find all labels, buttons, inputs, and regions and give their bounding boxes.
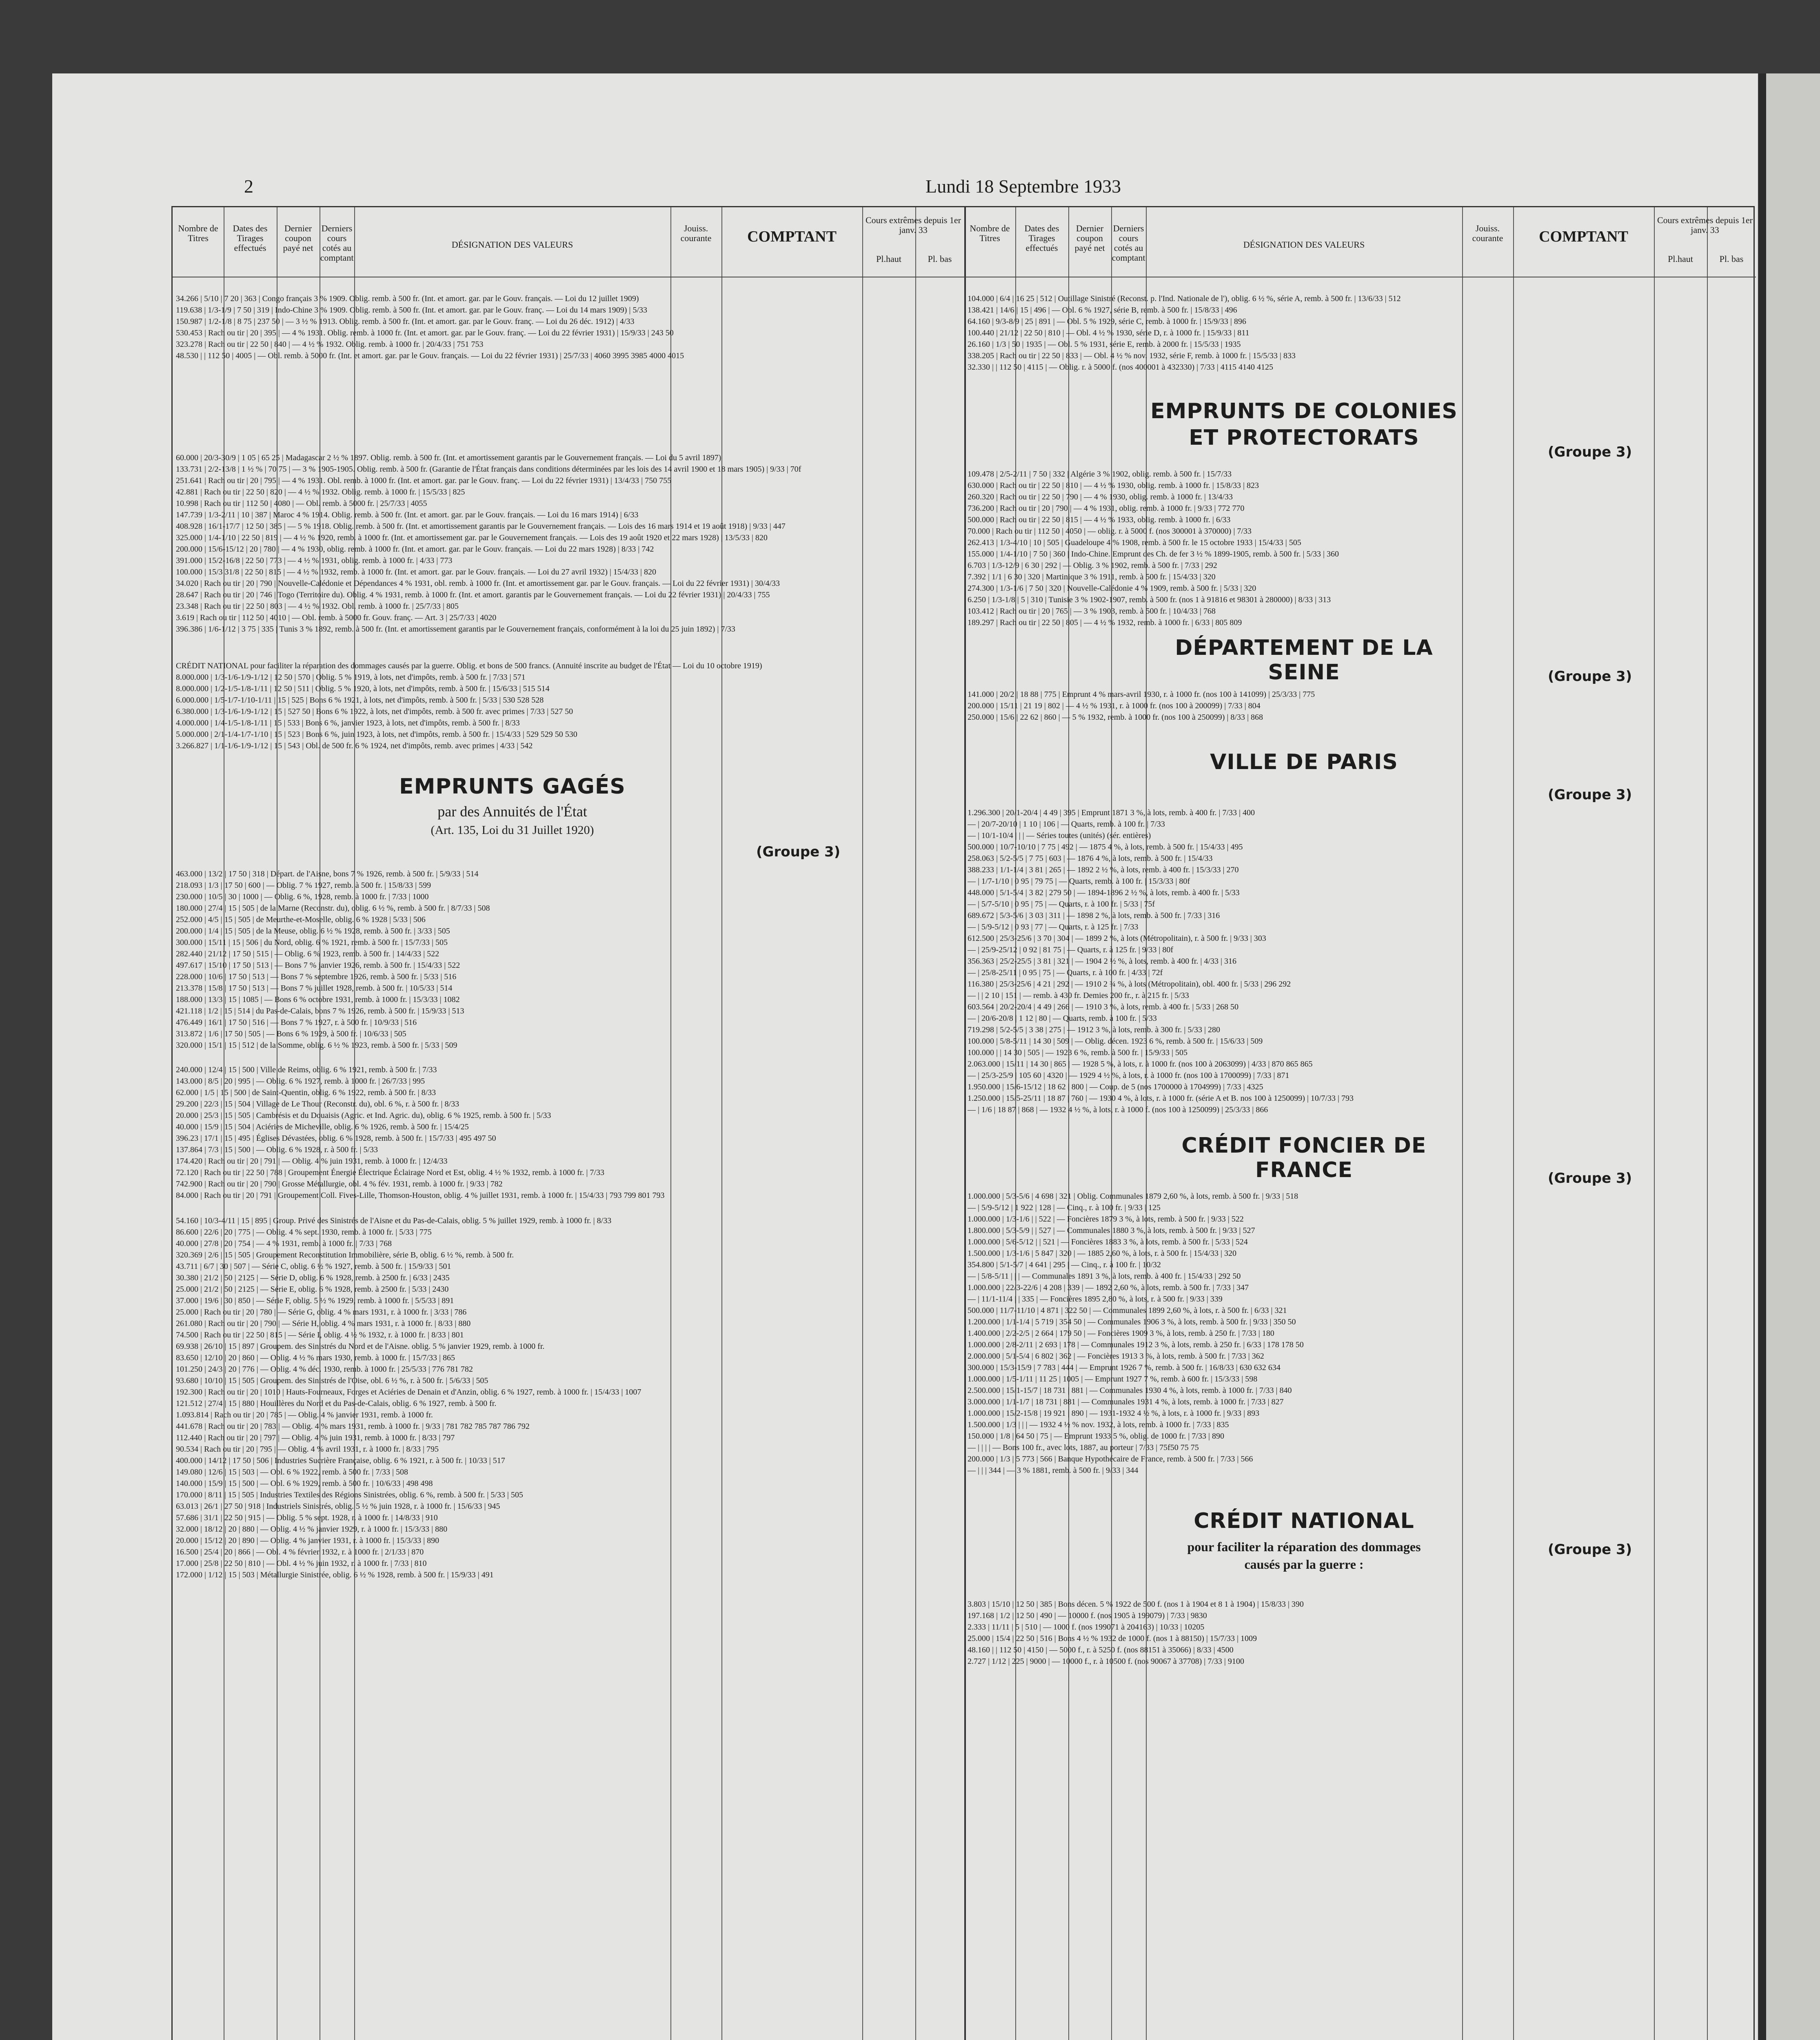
groupe-label: (Groupe 3) — [1548, 1541, 1632, 1558]
table-row: 133.731 | 2/2-13/8 | 1 ½ % | 70 75 | — 3 % 1905-1905. Oblig. remb. à 500 fr. (Garantie de l'État français dans conditions déterminées par les lois des 14 avril 1900 et 18 mars 1905) | 9/33 | 70f — [176, 465, 801, 474]
table-row: 388.233 | 1/1-1/4 | 3 81 | 265 | — 1892 2 ½ %, à lots, remb. à 400 fr. | 15/3/33 | 270 — [968, 865, 1239, 874]
table-row: 62.000 | 1/5 | 15 | 500 | de Saint-Quentin, oblig. 6 % 1922, remb. à 500 fr. | 8/33 — [176, 1088, 436, 1097]
table-row: 150.987 | 1/2-1/8 | 8 75 | 237 50 | — 3 ½ % 1913. Oblig. remb. à 500 fr. (Int. et amort. gar. par le Gouv. franç. — Loi du 26 déc. 1912) | 4/33 — [176, 317, 635, 326]
col-extremes: Cours extrêmes depuis 1er janv. 33 — [866, 215, 961, 235]
table-row: 34.020 | Rach ou tir | 20 | 790 | Nouvelle-Calédonie et Dépendances 4 % 1931, obl. remb. à 1000 fr. (Int. et amortissement gar. par le Gouv. français. — Loi du 22 février 1931) | 30/4/33 — [176, 579, 780, 588]
table-row: 282.440 | 21/12 | 17 50 | 515 | — Oblig. 6 % 1923, remb. à 500 fr. | 14/4/33 | 522 — [176, 949, 439, 958]
col-comptant: COMPTANT — [1539, 228, 1628, 245]
table-row: 1.250.000 | 15/5-25/11 | 18 87 | 760 | — 1930 4 %, à lots, r. à 1000 fr. (série A et B. nos 100 à 1250099) | 10/7/33 | 793 — [968, 1094, 1354, 1103]
table-row: 1.500.000 | 1/3 | | | — 1932 4 ½ % nov. 1932, à lots, remb. à 1000 fr. | 7/33 | 835 — [968, 1420, 1229, 1429]
col-coupon: Dernier coupon payé net — [1074, 223, 1105, 253]
table-row: 6.703 | 1/3-12/9 | 6 30 | 292 | — Oblig. 3 % 1902, remb. à 500 fr. | 7/33 | 292 — [968, 561, 1217, 570]
table-row: 109.478 | 2/5-2/11 | 7 50 | 332 | Algérie 3 % 1902, oblig. remb. à 500 fr. | 15/7/33 — [968, 470, 1232, 479]
table-row: 74.500 | Rach ou tir | 22 50 | 815 | — Série I, oblig. 4 ½ % 1932, r. à 1000 fr. | 8/33 | 801 — [176, 1330, 464, 1339]
table-row: 100.000 | | 14 30 | 505 | — 1923 6 %, remb. à 500 fr. | 15/9/33 | 505 — [968, 1048, 1187, 1057]
table-row: 250.000 | 15/6 | 22 62 | 860 | — 5 % 1932, remb. à 1000 fr. (nos 100 à 250099) | 8/33 | 868 — [968, 713, 1263, 722]
table-row: 8.000.000 | 1/3-1/6-1/9-1/12 | 12 50 | 570 | Oblig. 5 % 1919, à lots, net d'impôts, remb. à 500 fr. | 7/33 | 571 — [176, 673, 526, 682]
table-row: 320.000 | 15/1 | 15 | 512 | de la Somme, oblig. 6 ½ % 1923, remb. à 500 fr. | 5/33 | 509 — [176, 1041, 457, 1050]
table-row: — | 11/1-11/4 | | 335 | — Foncières 1895 2,80 %, à lots, r. à 500 fr. | 9/33 | 339 — [968, 1295, 1223, 1304]
table-row: 30.380 | 21/2 | 50 | 2125 | — Série D, oblig. 6 % 1928, remb. à 2500 fr. | 6/33 | 2435 — [176, 1273, 450, 1282]
table-row: 197.168 | 1/2 | 12 50 | 490 | — 10000 f. (nos 1905 à 199079) | 7/33 | 9830 — [968, 1611, 1207, 1620]
table-row: 500.000 | Rach ou tir | 22 50 | 815 | — 4 ½ % 1933, oblig. remb. à 1000 fr. | 6/33 — [968, 515, 1231, 524]
table-row: 63.013 | 26/1 | 27 50 | 918 | Industriels Sinistrés, oblig. 5 ½ % juin 1928, r. à 1000 fr. | 15/6/33 | 945 — [176, 1502, 500, 1511]
table-row: 32.000 | 18/12 | 20 | 880 | — Oblig. 4 ½ % janvier 1929, r. à 1000 fr. | 15/3/33 | 880 — [176, 1525, 448, 1534]
table-row: 261.080 | Rach ou tir | 20 | 790 | — Série H, oblig. 4 % mars 1931, r. à 1000 fr. | 8/33 | 880 — [176, 1319, 471, 1328]
left-rows-top — [176, 293, 959, 361]
page-date: Lundi 18 Septembre 1933 — [926, 176, 1121, 197]
table-row: 320.369 | 2/6 | 15 | 505 | Groupement Reconstitution Immobilière, série B, oblig. 6 ½ %, remb. à 500 fr. — [176, 1251, 514, 1259]
col-cours: Derniers cours cotés au comptant — [1112, 223, 1145, 263]
table-row: 240.000 | 12/4 | 15 | 500 | Ville de Reims, oblig. 6 % 1921, remb. à 500 fr. | 7/33 — [176, 1065, 437, 1074]
left-rows-colonies — [176, 452, 959, 635]
table-row: 121.512 | 27/4 | 15 | 880 | Houillères du Nord et du Pas-de-Calais, oblig. 6 % 1927, remb. à 500 fr. — [176, 1399, 497, 1408]
table-row: 2.500.000 | 15/1-15/7 | 18 731 | 881 | — Communales 1930 4 %, à lots, remb. à 1000 fr. | 7/33 | 840 — [968, 1386, 1292, 1395]
emprunts-gages-heading — [354, 774, 670, 864]
table-row: 1.000.000 | 5/6-5/12 | | 521 | — Foncières 1883 3 %, à lots, remb. à 500 fr. | 5/33 | 524 — [968, 1237, 1248, 1246]
table-row: 300.000 | 15/11 | 15 | 506 | du Nord, oblig. 6 % 1921, remb. à 500 fr. | 15/7/33 | 505 — [176, 938, 448, 947]
table-row: 180.000 | 27/4 | 15 | 505 | de la Marne (Reconstr. du), oblig. 6 ½ %, remb. à 500 fr. | 8/7/33 | 508 — [176, 904, 490, 913]
table-row: 29.200 | 22/3 | 15 | 504 | Village de Le Thour (Reconstr. du), obl. 6 %, r. à 500 fr. | 8/33 — [176, 1100, 459, 1109]
table-row: — | 20/6-20/8 | 1 12 | 80 | — Quarts, remb. à 100 fr. | 5/33 — [968, 1014, 1157, 1023]
col-designation: DÉSIGNATION DES VALEURS — [451, 239, 573, 250]
table-row: 200.000 | 15/11 | 21 19 | 802 | — 4 ½ % 1931, r. à 1000 fr. (nos 100 à 200099) | 7/33 | 804 — [968, 701, 1261, 710]
table-row: 104.000 | 6/4 | 16 25 | 512 | Outillage Sinistré (Reconst. p. l'Ind. Nationale de l'), oblig. 6 ½ %, série A, remb. à 500 fr. | 13/6/33 | 512 — [968, 294, 1401, 303]
table-row: 116.380 | 25/3-25/6 | 4 21 | 292 | — 1910 2 ¾ %, à lots (Métropolitain), obl. 400 fr. | 5/33 | 296 292 — [968, 980, 1291, 989]
table-row: 20.000 | 25/3 | 15 | 505 | Cambrésis et du Douaisis (Agric. et Ind. Agric. du), oblig. 6 % 1925, remb. à 500 fr. | 5/33 — [176, 1111, 551, 1120]
table-row: — | 1/7-1/10 | 0 95 | 79 75 | — Quarts, remb. à 100 fr. | 15/3/33 | 80f — [968, 877, 1190, 886]
table-row: 500.000 | 10/7-10/10 | 7 75 | 492 | — 1875 4 %, à lots, remb. à 500 fr. | 15/4/33 | 495 — [968, 843, 1243, 851]
table-row: 500.000 | 11/7-11/10 | 4 871 | 322 50 | — Communales 1899 2,60 %, à lots, r. à 500 fr. | 6/33 | 321 — [968, 1306, 1287, 1315]
table-row: 1.800.000 | 5/3-5/9 | | 527 | — Communales 1880 3 %, à lots, remb. à 500 fr. | 9/33 | 527 — [968, 1226, 1255, 1235]
table-row: 612.500 | 25/3-25/6 | 3 70 | 304 | — 1899 2 %, à lots (Métropolitain), r. à 500 fr. | 9/33 | 303 — [968, 934, 1266, 943]
table-row: 736.200 | Rach ou tir | 20 | 790 | — 4 % 1931, oblig. remb. à 1000 fr. | 9/33 | 772 770 — [968, 504, 1245, 513]
col-pl-bas: Pl. bas — [928, 254, 952, 264]
table-row: 141.000 | 20/2 | 18 88 | 775 | Emprunt 4 % mars-avril 1930, r. à 1000 fr. (nos 100 à 141099) | 25/3/33 | 775 — [968, 690, 1315, 699]
table-row: 3.000.000 | 1/1-1/7 | 18 731 | 881 | — Communales 1931 4 %, à lots, remb. à 1000 fr. | 7/33 | 827 — [968, 1397, 1284, 1406]
table-row: — | 5/9-5/12 | 0 93 | 77 | — Quarts, r. à 125 fr. | 7/33 — [968, 922, 1139, 931]
table-row: — | 1/6 | 18 87 | 868 | — 1932 4 ½ %, à lots, r. à 1000 f. (nos 100 à 1250099) | 25/3/33 | 866 — [968, 1105, 1268, 1114]
table-row: 689.672 | 5/3-5/6 | 3 03 | 311 | — 1898 2 %, à lots, remb. à 500 fr. | 7/33 | 316 — [968, 911, 1220, 920]
paris-heading — [1146, 750, 1462, 778]
right-rows-colonies — [968, 468, 1751, 628]
table-row: 8.000.000 | 1/2-1/5-1/8-1/11 | 12 50 | 511 | Oblig. 5 % 1920, à lots, net d'impôts, remb. à 500 fr. | 15/6/33 | 515 514 — [176, 684, 550, 693]
col-pl-haut: Pl.haut — [876, 254, 901, 264]
table-row: 4.000.000 | 1/4-1/5-1/8-1/11 | 15 | 533 | Bons 6 %, janvier 1923, à lots, net d'impôts, remb. à 500 fr. | 8/33 — [176, 718, 520, 727]
table-row: — | 5/9-5/12 | 1 922 | 128 | — Cinq., r. à 100 fr. | 9/33 | 125 — [968, 1203, 1161, 1212]
table-row: 356.363 | 25/2-25/5 | 3 81 | 321 | — 1904 2 ½ %, à lots, remb. à 400 fr. | 4/33 | 316 — [968, 957, 1236, 966]
col-jouiss: Jouiss. courante — [1472, 223, 1503, 243]
adjacent-page-edge — [1759, 73, 1820, 2040]
table-row: 421.118 | 1/2 | 15 | 514 | du Pas-de-Calais, bons 7 % 1926, remb. à 500 fr. | 15/9/33 | 513 — [176, 1007, 464, 1016]
section-title: EMPRUNTS DE COLONIES — [1150, 399, 1458, 424]
section-subtitle: causés par la guerre : — [1244, 1557, 1364, 1572]
left-rows-gages — [176, 868, 959, 1051]
page-number: 2 — [244, 176, 253, 197]
table-row: 274.300 | 1/3-1/6 | 7 50 | 320 | Nouvelle-Calédonie 4 % 1909, remb. à 500 fr. | 5/33 | 320 — [968, 584, 1256, 593]
table-row: 174.420 | Rach ou tir | 20 | 791 | — Oblig. 4 % juin 1931, remb. à 1000 fr. | 12/4/33 — [176, 1157, 448, 1166]
credit-national-heading — [1146, 1509, 1462, 1590]
table-row: 1.000.000 | 1/5-1/11 | 11 25 | 1005 | — Emprunt 1927 7 %, remb. à 600 fr. | 15/3/33 | 598 — [968, 1375, 1258, 1384]
col-pl-haut: Pl.haut — [1668, 254, 1693, 264]
table-row: 83.650 | 12/10 | 20 | 860 | — Oblig. 4 ½ % mars 1930, remb. à 1000 fr. | 15/7/33 | 865 — [176, 1353, 455, 1362]
table-row: 325.000 | 1/4-1/10 | 22 50 | 819 | — 4 ½ % 1920, remb. à 1000 fr. (Int. et amortissement gar. par le Gouvernement français. — Lois des 19 août 1920 et 22 mars 1928) | 13/5/33 | 820 — [176, 533, 768, 542]
table-row: 300.000 | 15/3-15/9 | 7 783 | 444 | — Emprunt 1926 7 %, remb. à 500 fr. | 16/8/33 | 630 632 634 — [968, 1363, 1281, 1372]
table-row: 70.000 | Rach ou tir | 112 50 | 4050 | — oblig. r. à 5000 f. (nos 300001 à 370000) | 7/33 — [968, 527, 1252, 536]
table-row: — | 25/9-25/12 | 0 92 | 81 75 | — Quarts, r. à 125 fr. | 9/33 | 80f — [968, 945, 1173, 954]
table-row: 48.160 | | 112 50 | 4150 | — 5000 f., r. à 5250 f. (nos 88151 à 35066) | 8/33 | 4500 — [968, 1645, 1234, 1654]
table-row: 742.900 | Rach ou tir | 20 | 790 | Grosse Métallurgie, obl. 4 % fév. 1931, remb. à 1000 fr. | 9/33 | 782 — [176, 1180, 503, 1189]
table-row: 188.000 | 13/3 | 15 | 1085 | — Bons 6 % octobre 1931, remb. à 1000 fr. | 15/3/33 | 1082 — [176, 995, 460, 1004]
table-row: 147.739 | 1/3-2/11 | 10 | 387 | Maroc 4 % 1914. Oblig. remb. à 500 fr. (Int. et amort. gar. par le Gouv. français. — Loi du 16 mars 1914) | 6/33 — [176, 510, 639, 519]
table-row: 1.000.000 | 15/2-15/8 | 19 921 | 890 | — 1931-1932 4 ½ %, à lots, r. à 1000 fr. | 9/33 | 893 — [968, 1409, 1260, 1418]
table-row: 441.678 | Rach ou tir | 20 | 783 | — Oblig. 4 % mars 1931, remb. à 1000 fr. | 9/33 | 781 782 785 787 786 792 — [176, 1422, 530, 1431]
col-nombre: Nombre de Titres — [178, 223, 218, 243]
table-row: 25.000 | 21/2 | 50 | 2125 | — Série E, oblig. 6 % 1928, remb. à 2500 fr. | 5/33 | 2430 — [176, 1285, 449, 1294]
table-row: 170.000 | 8/11 | 15 | 505 | Industries Textiles des Régions Sinistrées, oblig. 6 %, remb. à 500 fr. | 5/33 | 505 — [176, 1490, 523, 1499]
table-row: 57.686 | 31/1 | 22 50 | 915 | — Oblig. 5 % sept. 1928, r. à 1000 fr. | 14/8/33 | 910 — [176, 1513, 438, 1522]
stock-listing-table — [171, 206, 1755, 2040]
table-row: 258.063 | 5/2-5/5 | 7 75 | 603 | — 1876 4 %, à lots, remb. à 500 fr. | 15/4/33 — [968, 854, 1213, 863]
table-row: 189.297 | Rach ou tir | 22 50 | 805 | — 4 ½ % 1932, remb. à 1000 fr. | 6/33 | 805 809 — [968, 618, 1242, 627]
table-row: 2.333 | 11/11 | 5 | 510 | — 1000 f. (nos 199071 à 204163) | 10/33 | 10205 — [968, 1623, 1205, 1632]
table-row: 48.530 | | 112 50 | 4005 | — Obl. remb. à 5000 fr. (Int. et amort. gar. par le Gouv. français. — Loi du 22 février 1931) | 25/7/33 | 4060 3995 3985 4000 4015 — [176, 351, 684, 360]
section-law: (Art. 135, Loi du 31 Juillet 1920) — [431, 823, 594, 837]
table-row: 1.000.000 | 22/3-22/6 | 4 208 | 339 | — 1892 2,60 %, à lots, remb. à 500 fr. | 7/33 | 347 — [968, 1283, 1249, 1292]
foncier-heading — [1146, 1133, 1462, 1182]
table-row: 3.619 | Rach ou tir | 112 50 | 4010 | — Obl. remb. à 5000 fr. Gouv. franç. — Art. 3 | 25/7/33 | 4020 — [176, 613, 497, 622]
table-row: 69.938 | 26/10 | 15 | 897 | Groupem. des Sinistrés du Nord et de l'Aisne. oblig. 5 % janvier 1929, remb. à 1000 fr. — [176, 1342, 545, 1351]
col-coupon: Dernier coupon payé net — [283, 223, 313, 253]
table-row: 54.160 | 10/3-4/11 | 15 | 895 | Group. Privé des Sinistrés de l'Aisne et du Pas-de-Calais, oblig. 5 % juillet 1929, remb. à 1000 fr. | 8/33 — [176, 1216, 612, 1225]
col-cours: Derniers cours cotés au comptant — [320, 223, 354, 263]
table-row: 354.800 | 5/1-5/7 | 4 641 | 295 | — Cinq., r. à 100 fr. | 10/32 — [968, 1260, 1161, 1269]
left-rows-villes — [176, 1064, 959, 1201]
section-title: EMPRUNTS GAGÉS — [399, 774, 626, 799]
col-pl-bas: Pl. bas — [1719, 254, 1744, 264]
table-row: 100.000 | 15/3 31/8 | 22 50 | 815 | — 4 ½ % 1932, remb. à 1000 fr. (Int. et amort. gar. par le Gouv. français. — Loi du 27 avril 1932) | 15/4/33 | 820 — [176, 568, 656, 577]
table-row: 400.000 | 14/12 | 17 50 | 506 | Industries Sucrière Française, oblig. 6 % 1921, r. à 500 fr. | 10/33 | 517 — [176, 1456, 505, 1465]
table-row: 119.638 | 1/3-1/9 | 7 50 | 319 | Indo-Chine 3 % 1909. Oblig. remb. à 500 fr. (Int. et amort. gar. par le Gouv. franç. — Loi du 14 mars 1909) | 5/33 — [176, 306, 647, 315]
table-row: 37.000 | 19/6 | 30 | 850 | — Série F, oblig. 5 ½ % 1929, remb. à 1000 fr. | 5/5/33 | 891 — [176, 1296, 454, 1305]
table-row: 228.000 | 10/6 | 17 50 | 513 | — Bons 7 % septembre 1926, remb. à 500 fr. | 5/33 | 516 — [176, 972, 457, 981]
table-row: 28.647 | Rach ou tir | 20 | 746 | Togo (Territoire du). Oblig. 4 % 1931, remb. à 1000 fr. (Int. et amort. garantis par le Gouvernement français. — Loi du 22 février 1931) | 20/4/33 | 755 — [176, 590, 770, 599]
table-row: — | 20/7-20/10 | 1 10 | 106 | — Quarts, remb. à 100 fr. | 7/33 — [968, 820, 1165, 829]
table-row: 497.617 | 15/10 | 17 50 | 513 | — Bons 7 % janvier 1926, remb. à 500 fr. | 15/4/33 | 522 — [176, 961, 460, 970]
table-row: 218.093 | 1/3 | 17 50 | 600 | — Oblig. 7 % 1927, remb. à 500 fr. | 15/8/33 | 599 — [176, 881, 431, 890]
table-row: 338.205 | Rach ou tir | 22 50 | 833 | — Obl. 4 ½ % nov. 1932, série F, remb. à 1000 fr. | 15/5/33 | 833 — [968, 351, 1296, 360]
table-row: 1.093.814 | Rach ou tir | 20 | 785 | — Oblig. 4 % janvier 1931, remb. à 1000 fr. — [176, 1410, 433, 1419]
right-rows-credit-national — [968, 1599, 1751, 1667]
table-row: 101.250 | 24/3 | 20 | 776 | — Oblig. 4 % déc. 1930, remb. à 1000 fr. | 25/5/33 | 776 781 782 — [176, 1365, 473, 1374]
right-rows-top — [968, 293, 1751, 373]
table-row: 323.278 | Rach ou tir | 22 50 | 840 | — 4 ½ % 1932. Oblig. remb. à 1000 fr. | 20/4/33 | 751 753 — [176, 340, 484, 349]
table-row: 192.300 | Rach ou tir | 20 | 1010 | Hauts-Fourneaux, Forges et Aciéries de Denain et d'Anzin, oblig. 6 % 1927, remb. à 1000 fr. | 15/4/33 | 1007 — [176, 1388, 641, 1397]
table-row: 3.803 | 15/10 | 12 50 | 385 | Bons décen. 5 % 1922 de 500 f. (nos 1 à 1904 et 8 1 à 1904) | 15/8/33 | 390 — [968, 1600, 1304, 1609]
table-row: 6.000.000 | 1/5-1/7-1/10-1/11 | 15 | 525 | Bons 6 % 1921, à lots, net d'impôts, remb. à 500 fr. | 5/33 | 530 528 528 — [176, 696, 544, 705]
col-dates: Dates des Tirages effectués — [1024, 223, 1059, 253]
table-row: 719.298 | 5/2-5/5 | 3 38 | 275 | — 1912 3 %, à lots, remb. à 300 fr. | 5/33 | 280 — [968, 1025, 1220, 1034]
table-row: — | 5/7-5/10 | 0 95 | 75 | — Quarts, r. à 100 fr. | 5/33 | 75f — [968, 900, 1155, 909]
table-row: — | 10/1-10/4 | | | — Séries toutes (unités) (sér. entières) — [968, 831, 1151, 840]
table-row: 1.950.000 | 15/6-15/12 | 18 62 | 800 | — Coup. de 5 (nos 1700000 à 1704999) | 7/33 | 4325 — [968, 1082, 1263, 1091]
table-row: 2.063.000 | 15/11 | 14 30 | 865 | — 1928 5 %, à lots, r. à 1000 fr. (nos 100 à 2063099) | 4/33 | 870 865 865 — [968, 1060, 1313, 1069]
table-row: 143.000 | 8/5 | 20 | 995 | — Oblig. 6 % 1927, remb. à 1000 fr. | 26/7/33 | 995 — [176, 1077, 425, 1086]
table-row: 630.000 | Rach ou tir | 22 50 | 810 | — 4 ½ % 1930, oblig. remb. à 1000 fr. | 15/8/33 | 823 — [968, 481, 1259, 490]
groupe-label: (Groupe 3) — [1548, 444, 1632, 460]
table-row: 1.000.000 | 2/8-2/11 | 2 693 | 178 | — Communales 1912 3 %, à lots, remb. à 250 fr. | 6/33 | 178 178 50 — [968, 1340, 1304, 1349]
table-row: 230.000 | 10/5 | 30 | 1000 | — Oblig. 6 %, 1928, remb. à 1000 fr. | 7/33 | 1000 — [176, 892, 429, 901]
col-designation: DÉSIGNATION DES VALEURS — [1243, 239, 1365, 250]
table-row: 3.266.827 | 1/1-1/6-1/9-1/12 | 15 | 543 | Obl. de 500 fr. 6 % 1924, net d'impôts, remb. avec primes | 4/33 | 542 — [176, 741, 533, 750]
table-row: 25.000 | 15/4 | 22 50 | 516 | Bons 4 ½ % 1932 de 1000 f. (nos 1 à 88150) | 15/7/33 | 1009 — [968, 1634, 1257, 1643]
table-row: 16.500 | 25/4 | 20 | 866 | — Obl. 4 % février 1932, r. à 1000 fr. | 2/1/33 | 870 — [176, 1548, 424, 1557]
table-row: 463.000 | 13/2 | 17 50 | 318 | Départ. de l'Aisne, bons 7 % 1926, remb. à 500 fr. | 5/9/33 | 514 — [176, 869, 479, 878]
table-row: 150.000 | 1/8 | 64 50 | 75 | — Emprunt 1933 5 %, oblig. de 1000 fr. | 7/33 | 890 — [968, 1432, 1224, 1441]
groupe-label: (Groupe 3) — [1548, 1170, 1632, 1186]
table-row: 100.000 | 5/8-5/11 | 14 30 | 509 | — Oblig. décen. 1923 6 %, remb. à 500 fr. | 15/6/33 | 509 — [968, 1037, 1263, 1046]
table-row: 64.160 | 9/3-8/9 | 25 | 891 | — Obl. 5 % 1929, série C, remb. à 1000 fr. | 15/9/33 | 896 — [968, 317, 1246, 326]
table-row: 260.320 | Rach ou tir | 22 50 | 790 | — 4 % 1930, oblig. remb. à 1000 fr. | 13/4/33 — [968, 492, 1233, 501]
table-row: 396.386 | 1/6-1/12 | 3 75 | 335 | Tunis 3 % 1892, remb. à 500 fr. (Int. et amortissement garantis par le Gouvernement français, conformément à la loi du 25 juin 1892) | 7/33 — [176, 625, 735, 634]
table-row: 391.000 | 15/2-16/8 | 22 50 | 773 | — 4 ½ % 1931, oblig. remb. à 1000 fr. | 4/33 | 773 — [176, 556, 453, 565]
table-row: 7.392 | 1/1 | 6 30 | 320 | Martinique 3 % 1911, remb. à 500 fr. | 15/4/33 | 320 — [968, 572, 1216, 581]
table-row: 112.440 | Rach ou tir | 20 | 797 | — Oblig. 4 % juin 1931, remb. à 1000 fr. | 8/33 | 797 — [176, 1433, 455, 1442]
col-comptant: COMPTANT — [747, 228, 837, 245]
right-column-block — [964, 207, 1756, 2040]
newspaper-page — [52, 73, 1758, 2040]
table-row: 262.413 | 1/3-4/10 | 10 | 505 | Guadeloupe 4 % 1908, remb. à 500 fr. le 15 octobre 1933 | 15/4/33 | 505 — [968, 538, 1301, 547]
table-row: 603.564 | 20/2-20/4 | 4 49 | 266 | — 1910 3 %, à lots, remb. à 400 fr. | 5/33 | 268 50 — [968, 1002, 1238, 1011]
table-row: — | | | | — Bons 100 fr., avec lots, 1887, au porteur | 7/33 | 75f50 75 75 — [968, 1443, 1199, 1452]
table-row: 86.600 | 22/6 | 20 | 775 | — Oblig. 4 % sept. 1930, remb. à 1000 fr. | 5/33 | 775 — [176, 1228, 432, 1237]
table-row: — | | 2 10 | 151 | — remb. à 430 fr. Demies 200 fr., r. à 215 fr. | 5/33 — [968, 991, 1189, 1000]
table-row: 1.000.000 | 1/3-1/6 | | 522 | — Foncières 1879 3 %, à lots, remb. à 500 fr. | 9/33 | 522 — [968, 1215, 1244, 1224]
table-row: 251.641 | Rach ou tir | 20 | 795 | — 4 % 1931. Obl. remb. à 1000 fr. (Int. et amort. gar. par le Gouv. franç. — Loi du 22 février 1931) | 13/4/33 | 750 755 — [176, 476, 672, 485]
table-row: — | | | 344 | — 3 % 1881, remb. à 500 fr. | 9/33 | 344 — [968, 1466, 1139, 1475]
table-row: 200.000 | 1/3 | 5 773 | 566 | Banque Hypothécaire de France, remb. à 500 fr. | 7/33 | 566 — [968, 1455, 1253, 1463]
section-title: ET PROTECTORATS — [1189, 426, 1419, 450]
table-row: 137.864 | 7/3 | 15 | 500 | — Oblig. 6 % 1928, r. à 500 fr. | 5/33 — [176, 1145, 378, 1154]
table-row: 26.160 | 1/3 | 50 | 1935 | — Obl. 5 % 1931, série E, remb. à 2000 fr. | 15/5/33 | 1935 — [968, 340, 1241, 349]
col-jouiss: Jouiss. courante — [680, 223, 712, 243]
col-dates: Dates des Tirages effectués — [233, 223, 268, 253]
left-rows-groupements — [176, 1215, 959, 1581]
groupe-label: (Groupe 3) — [756, 844, 841, 860]
table-row: 6.250 | 1/3-1/8 | 5 | 310 | Tunisie 3 % 1902-1907, remb. à 500 fr. (nos 1 à 91816 et 98301 à 280000) | 8/33 | 313 — [968, 595, 1331, 604]
table-row: 200.000 | 15/6-15/12 | 20 | 780 | — 4 % 1930, oblig. remb. à 1000 fr. (Int. et amort. gar. par le Gouv. français. — Loi du 22 mars 1928) | 8/33 | 742 — [176, 545, 654, 554]
table-row: 23.348 | Rach ou tir | 22 50 | 803 | — 4 ½ % 1932. Obl. remb. à 1000 fr. | 25/7/33 | 805 — [176, 602, 459, 611]
table-row: 1.500.000 | 1/3-1/6 | 5 847 | 320 | — 1885 2,60 %, à lots, r. à 500 fr. | 15/4/33 | 320 — [968, 1249, 1236, 1258]
table-row: 313.872 | 1/6 | 17 50 | 505 | — Bons 6 % 1929, à 500 fr. | 10/6/33 | 505 — [176, 1029, 406, 1038]
table-row: 20.000 | 15/12 | 20 | 890 | — Oblig. 4 % janvier 1931, r. à 1000 fr. | 15/3/33 | 890 — [176, 1536, 439, 1545]
right-rows-paris — [968, 807, 1751, 1115]
table-row: 149.080 | 12/6 | 15 | 503 | — Obl. 6 % 1922, remb. à 500 fr. | 7/33 | 508 — [176, 1468, 408, 1477]
table-row: 138.421 | 14/6 | 15 | 496 | — Obl. 6 % 1927, série B, remb. à 500 fr. | 15/8/33 | 496 — [968, 306, 1237, 315]
table-row: 1.400.000 | 2/2-2/5 | 2 664 | 179 50 | — Foncières 1909 3 %, à lots, remb. à 250 fr. | 7/33 | 180 — [968, 1329, 1274, 1338]
table-row: 32.330 | | 112 50 | 4115 | — Oblig. r. à 5000 f. (nos 400001 à 432330) | 7/33 | 4115 4140 4125 — [968, 363, 1273, 372]
table-row: — | 25/8-25/11 | 0 95 | 75 | — Quarts, r. à 100 fr. | 4/33 | 72f — [968, 968, 1163, 977]
table-row: 103.412 | Rach ou tir | 20 | 765 | — 3 % 1903, remb. à 500 fr. | 10/4/33 | 768 — [968, 607, 1216, 616]
left-column-block — [173, 207, 966, 2040]
table-row: 34.266 | 5/10 | 7 20 | 363 | Congo français 3 % 1909. Oblig. remb. à 500 fr. (Int. et amort. gar. par le Gouv. français. — Loi du 12 juillet 1909) — [176, 294, 639, 303]
table-row: 1.296.300 | 20/1-20/4 | 4 49 | 395 | Emprunt 1871 3 %, à lots, remb. à 400 fr. | 7/33 | 400 — [968, 808, 1255, 817]
groupe-label: (Groupe 3) — [1548, 787, 1632, 803]
table-row: 213.378 | 15/8 | 17 50 | 513 | — Bons 7 % juillet 1928, remb. à 500 fr. | 10/5/33 | 514 — [176, 984, 453, 993]
table-row: 6.380.000 | 1/3-1/6-1/9-1/12 | 15 | 527 50 | Bons 6 % 1922, à lots, net d'impôts, remb. à 500 fr. avec primes | 7/33 | 527 50 — [176, 707, 573, 716]
table-row: 155.000 | 1/4-1/10 | 7 50 | 360 | Indo-Chine. Emprunt des Ch. de fer 3 ½ % 1899-1905, remb. à 500 fr. | 5/33 | 360 — [968, 550, 1339, 559]
section-title: DÉPARTEMENT DE LA SEINE — [1175, 636, 1433, 685]
table-row: 448.000 | 5/1-5/4 | 3 82 | 279 50 | — 1894-1896 2 ½ %, à lots, remb. à 400 fr. | 5/33 — [968, 888, 1240, 897]
right-rows-seine — [968, 689, 1751, 723]
section-title: VILLE DE PARIS — [1210, 750, 1398, 774]
table-row: 10.998 | Rach ou tir | 112 50 | 4080 | — Obl. remb. à 5000 fr. | 25/7/33 | 4055 — [176, 499, 427, 508]
table-row: 1.000.000 | 5/3-5/6 | 4 698 | 321 | Oblig. Communales 1879 2,60 %, à lots, remb. à 500 fr. | 9/33 | 518 — [968, 1192, 1298, 1201]
table-row: 172.000 | 1/12 | 15 | 503 | Métallurgie Sinistrée, oblig. 6 ½ % 1928, remb. à 500 fr. | 15/9/33 | 491 — [176, 1570, 494, 1579]
colonies-heading — [1146, 399, 1462, 456]
seine-heading — [1146, 636, 1462, 685]
table-row: 476.449 | 16/1 | 17 50 | 516 | — Bons 7 % 1927, r. à 500 fr. | 10/9/33 | 516 — [176, 1018, 417, 1027]
left-rows-credit-national — [176, 660, 959, 752]
col-nombre: Nombre de Titres — [970, 223, 1010, 243]
table-row: 17.000 | 25/8 | 22 50 | 810 | — Obl. 4 ½ % juin 1932, r. à 1000 fr. | 7/33 | 810 — [176, 1559, 427, 1568]
table-row: 100.440 | 21/12 | 22 50 | 810 | — Obl. 4 ½ % 1930, série D, r. à 1000 fr. | 15/9/33 | 811 — [968, 328, 1250, 337]
table-row: — | 5/8-5/11 | | | — Communales 1891 3 %, à lots, remb. à 400 fr. | 15/4/33 | 292 50 — [968, 1272, 1241, 1281]
table-row: 1.200.000 | 1/1-1/4 | 5 719 | 354 50 | — Communales 1906 3 %, à lots, remb. à 500 fr. | 9/33 | 350 50 — [968, 1317, 1296, 1326]
section-title: CRÉDIT NATIONAL — [1194, 1509, 1414, 1533]
table-row: — | 25/3-25/9 | 105 60 | 4320 | — 1929 4 ½ %, à lots, r. à 1000 fr. (nos 100 à 1700099) | 7/33 | 871 — [968, 1071, 1290, 1080]
table-row: 60.000 | 20/3-30/9 | 1 05 | 65 25 | Madagascar 2 ½ % 1897. Oblig. remb. à 500 fr. (Int. et amortissement garantis par le Gouvernement français. — Loi du 5 avril 1897) — [176, 453, 721, 462]
table-row: 40.000 | 15/9 | 15 | 504 | Aciéries de Micheville, oblig. 6 % 1926, remb. à 500 fr. | 15/4/25 — [176, 1122, 469, 1131]
section-title: CRÉDIT FONCIER DE FRANCE — [1181, 1133, 1427, 1182]
table-row: 200.000 | 1/4 | 15 | 505 | de la Meuse, oblig. 6 ½ % 1928, remb. à 500 fr. | 3/33 | 505 — [176, 927, 450, 936]
table-row: 40.000 | 27/8 | 20 | 754 | — 4 % 1931, remb. à 1000 fr. | 7/33 | 768 — [176, 1239, 392, 1248]
table-row: 252.000 | 4/5 | 15 | 505 | de Meurthe-et-Moselle, oblig. 6 % 1928 | 5/33 | 506 — [176, 915, 426, 924]
table-row: 43.711 | 6/7 | 30 | 507 | — Série C, oblig. 6 ½ % 1927, remb. à 500 fr. | 15/9/33 | 501 — [176, 1262, 451, 1271]
table-row: 140.000 | 15/9 | 15 | 500 | — Obl. 6 % 1929, remb. à 500 fr. | 10/6/33 | 498 498 — [176, 1479, 433, 1488]
table-row: 25.000 | Rach ou tir | 20 | 780 | — Série G, oblig. 4 % mars 1931, r. à 1000 fr. | 3/33 | 786 — [176, 1308, 467, 1317]
table-row: 2.727 | 1/12 | 225 | 9000 | — 10000 f., r. à 10500 f. (nos 90067 à 37708) | 7/33 | 9100 — [968, 1657, 1244, 1666]
section-subtitle: par des Annuités de l'État — [437, 803, 587, 820]
table-row: 90.534 | Rach ou tir | 20 | 795 | — Oblig. 4 % avril 1931, r. à 1000 fr. | 8/33 | 795 — [176, 1445, 439, 1454]
table-row: 396.23 | 17/1 | 15 | 495 | Églises Dévastées, oblig. 6 % 1928, remb. à 500 fr. | 15/7/33 | 495 497 50 — [176, 1134, 496, 1143]
table-row: 72.120 | Rach ou tir | 22 50 | 788 | Groupement Énergie Électrique Éclairage Nord et Est, oblig. 4 ½ % 1932, remb. à 1000 fr. | 7/33 — [176, 1168, 604, 1177]
table-row: 42.881 | Rach ou tir | 22 50 | 820 | — 4 ½ % 1932. Oblig. remb. à 1000 fr. | 15/5/33 | 825 — [176, 488, 465, 497]
col-extremes: Cours extrêmes depuis 1er janv. 33 — [1657, 215, 1753, 235]
table-row: 93.680 | 10/10 | 15 | 505 | Groupem. des Sinistrés de l'Oise, obl. 6 ½ %, r. à 500 fr. | 5/6/33 | 505 — [176, 1376, 488, 1385]
table-row: 530.453 | Rach ou tir | 20 | 395 | — 4 % 1931. Oblig. remb. à 1000 fr. (Int. et amort. gar. par le Gouv. franç. — Loi du 22 février 1931) | 15/9/33 | 243 50 — [176, 328, 674, 337]
section-subtitle: pour faciliter la réparation des dommages — [1187, 1539, 1421, 1554]
table-row: 408.928 | 16/1-17/7 | 12 50 | 385 | — 5 % 1918. Oblig. remb. à 500 fr. (Int. et amortissement garantis par le Gouvernement français. — Lois des 16 mars 1914 et 19 août 1918) | 9/33 | 447 — [176, 522, 786, 531]
table-row: 84.000 | Rach ou tir | 20 | 791 | Groupement Coll. Fives-Lille, Thomson-Houston, oblig. 4 % juillet 1931, remb. à 1000 fr. | 15/4/33 | 793 799 801 793 — [176, 1191, 665, 1200]
table-row: 5.000.000 | 2/1-1/4-1/7-1/10 | 15 | 523 | Bons 6 %, juin 1923, à lots, net d'impôts, remb. à 500 fr. | 15/4/33 | 529 529 50 530 — [176, 730, 577, 739]
table-row: CRÉDIT NATIONAL pour faciliter la réparation des dommages causés par la guerre. Oblig. et bons de 500 francs. (Annuité inscrite au budget de l'État — Loi du 10 octobre 1919) — [176, 661, 762, 670]
groupe-label: (Groupe 3) — [1548, 668, 1632, 685]
table-row: 2.000.000 | 5/1-5/4 | 6 802 | 362 | — Foncières 1913 3 %, à lots, remb. à 500 fr. | 7/33 | 362 — [968, 1352, 1264, 1361]
right-rows-foncier — [968, 1191, 1751, 1476]
